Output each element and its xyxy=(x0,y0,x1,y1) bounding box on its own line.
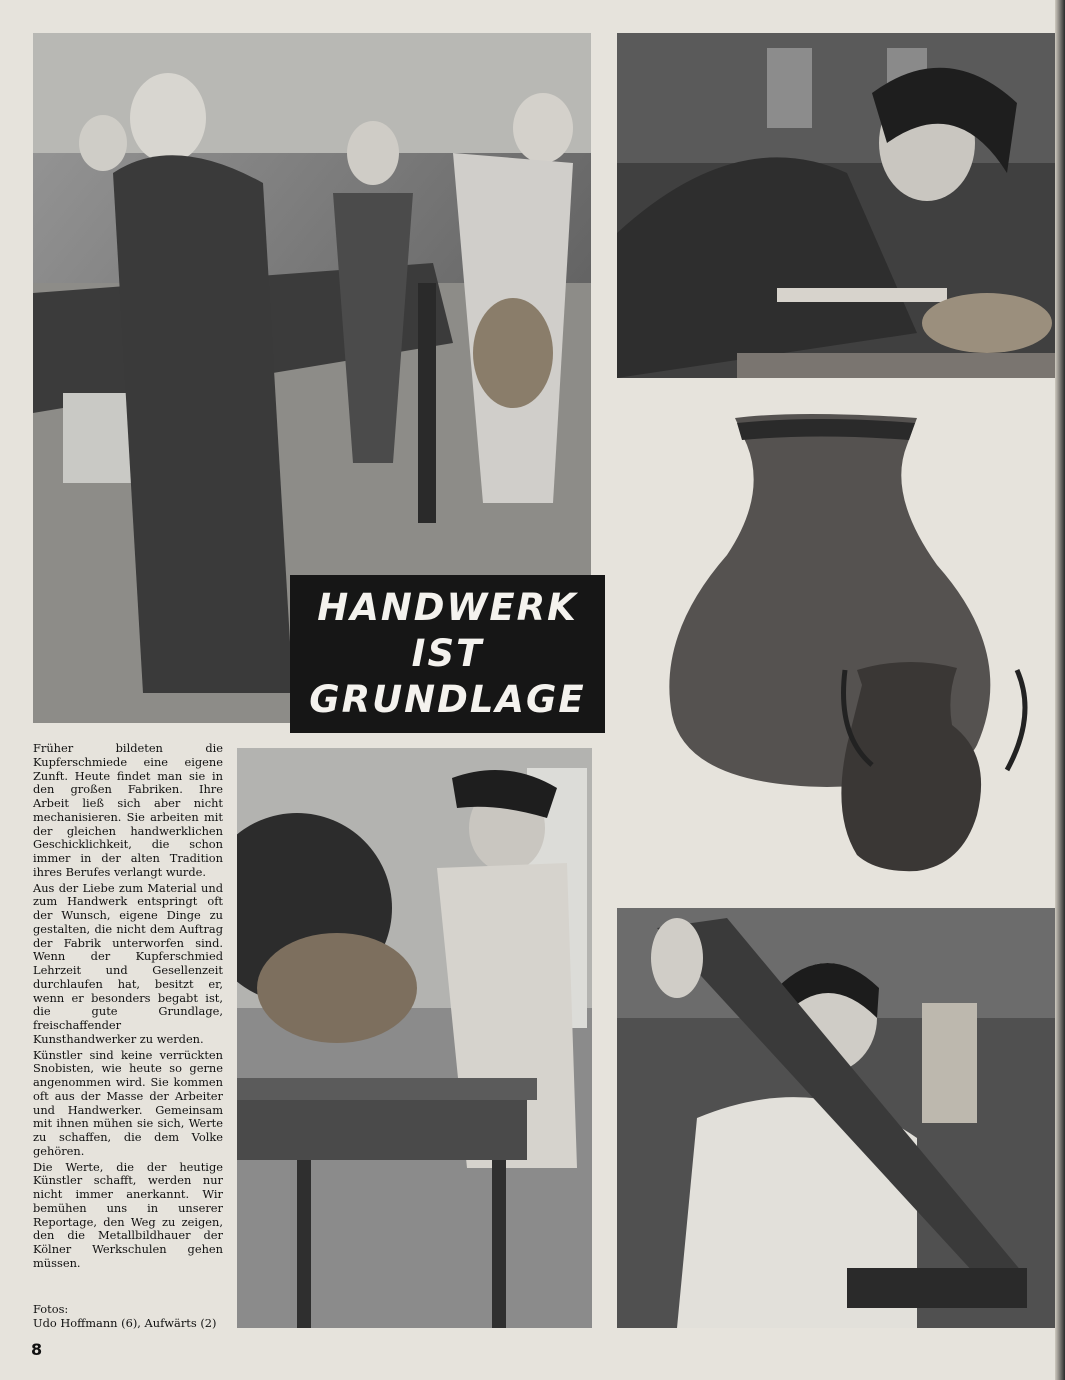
credits-text: Udo Hoffmann (6), Aufwärts (2) xyxy=(33,1315,217,1330)
body-paragraph: Aus der Liebe zum Material und zum Handwerk entspringt oft der Wunsch, eigene Dinge zu gestalten, die nicht dem Auftrag der Fabrik unterworfen sind. Wenn der Kupferschmied Lehrzeit und Gesellenzeit durchlaufen hat, besitzt er, wenn er besonders begabt ist, die gute Grundlage, freischaffender Kunsthandwerker zu werden. xyxy=(33,880,223,1046)
article-title xyxy=(290,575,605,733)
page-number: 8 xyxy=(31,1340,43,1359)
body-paragraph: Künstler sind keine verrückten Snobisten, wie heute so gerne angenommen wird. Sie kommen oft aus der Masse der Arbeiter und Handwerker. Gemeinsam mit ihnen mühen sie sich, Werte zu schaffen, die dem Volke gehören. xyxy=(33,1047,223,1158)
photo-copper-vessels xyxy=(617,385,1058,895)
photo-man-at-vise xyxy=(237,748,592,1328)
title-line-1: HANDWERK xyxy=(317,586,578,629)
photo-credits xyxy=(33,1303,233,1331)
body-paragraph: Früher bildeten die Kupferschmiede eine eigene Zunft. Heute findet man sie in den großen Fabriken. Ihre Arbeit ließ sich aber nicht mechanisieren. Sie arbeiten mit der gleichen handwerklichen Geschicklichkeit, die schon immer in der alten Tradition ihres Berufes verlangt wurde. xyxy=(33,741,223,879)
body-paragraph: Die Werte, die der heutige Künstler schafft, werden nur nicht immer anerkannt. Wir bemühen uns in unserer Reportage, den Weg zu zeigen, den die Metallbildhauer der Kölner Werkschulen gehen müssen. xyxy=(33,1159,223,1270)
article-body xyxy=(33,742,223,1273)
title-line-3: GRUNDLAGE xyxy=(309,678,586,721)
page-edge xyxy=(1055,0,1065,1380)
title-line-2: IST xyxy=(411,632,484,675)
photo-woman-with-shears xyxy=(617,908,1058,1328)
credits-label: Fotos: xyxy=(33,1302,69,1316)
photo-man-hammering-bowl xyxy=(617,33,1058,378)
